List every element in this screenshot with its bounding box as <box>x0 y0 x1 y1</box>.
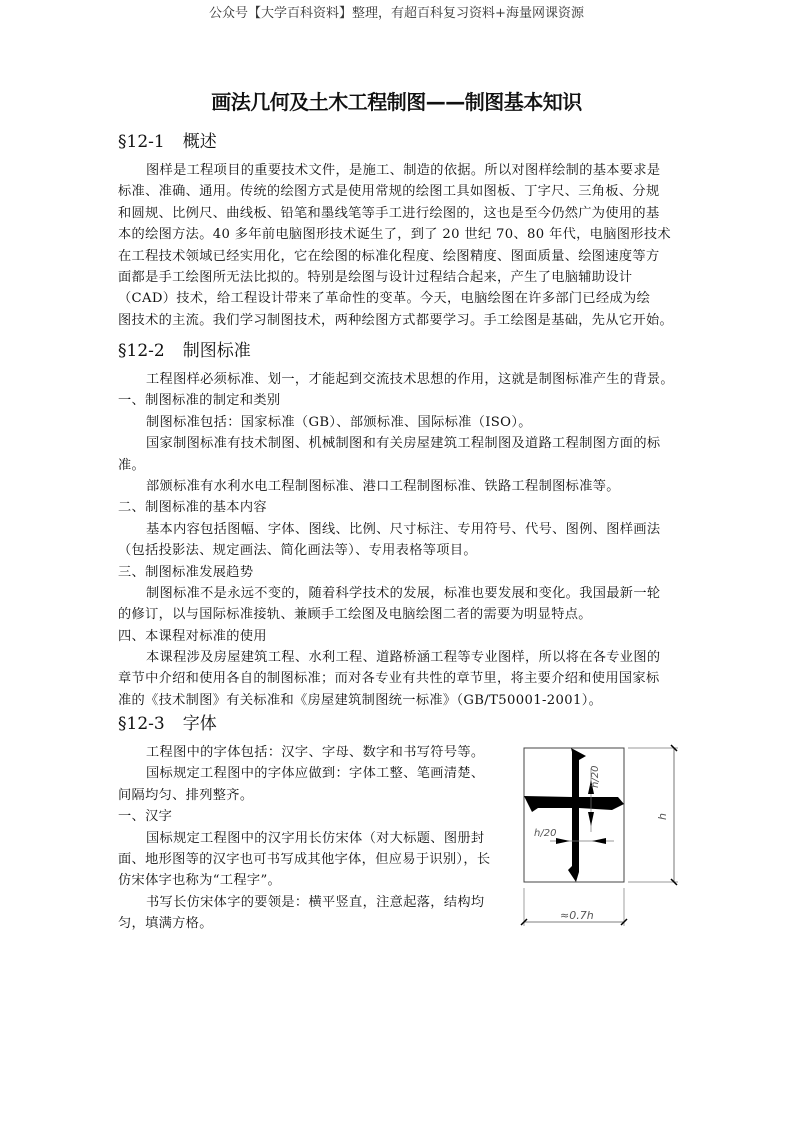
text-line: 部颁标准有水利水电工程制图标准、港口工程制图标准、铁路工程制图标准等。 <box>146 478 620 494</box>
text-line: 工程图样必须标准、划一，才能起到交流技术思想的作用，这就是制图标准产生的背景。 <box>146 372 674 387</box>
section-overview <box>118 130 680 331</box>
text-line: 国标规定工程图中的字体应做到：字体工整、笔画清楚、 <box>146 766 485 782</box>
text-line: 的修订，以与国际标准接轨、兼顾手工绘图及电脑绘图二者的需要为明显特点。 <box>118 607 592 623</box>
text-line: 一、制图标准的制定和类别 <box>118 393 281 409</box>
text-line: 和圆规、比例尺、曲线板、铅笔和墨线笔等手工进行绘图的，这也是至今仍然广为使用的基 <box>118 205 660 221</box>
width-label: ≈0.7h <box>560 909 594 922</box>
cross-character-glyph <box>524 748 624 882</box>
text-line: 图样是工程项目的重要技术文件，是施工、制造的依据。所以对图样绘制的基本要求是 <box>146 163 661 178</box>
section-title: 制图标准 <box>182 341 251 361</box>
section-title: 字体 <box>182 714 217 734</box>
text-line: 面、地形图等的汉字也可书写成其他字体，但应易于识别），长 <box>118 851 491 867</box>
height-label: h <box>656 813 669 820</box>
section-number: §12-2 <box>118 341 165 361</box>
stroke-width-label-vertical: h/20 <box>590 765 601 788</box>
text-line: 国家制图标准有技术制图、机械制图和有关房屋建筑工程制图及道路工程制图方面的标 <box>146 436 661 452</box>
text-line: 四、本课程对标准的使用 <box>118 628 267 644</box>
text-line: 书写长仿宋体字的要领是：横平竖直，注意起落，结构均 <box>146 894 485 910</box>
text-line: 二、制图标准的基本内容 <box>118 500 267 516</box>
stroke-width-label: h/20 <box>534 828 557 839</box>
text-line: 本课程涉及房屋建筑工程、水利工程、道路桥涵工程等专业图样，所以将在各专业图的 <box>146 650 661 666</box>
text-line: 基本内容包括图幅、字体、图线、比例、尺寸标注、专用符号、代号、图例、图样画法 <box>146 521 661 537</box>
text-line: （CAD）技术，给工程设计带来了革命性的变革。今天，电脑绘图在许多部门已经成为绘 <box>118 291 651 307</box>
text-line: 仿宋体字也称为“工程字”。 <box>118 873 282 889</box>
section-heading <box>118 339 680 369</box>
character-proportion-figure <box>516 742 691 932</box>
text-line: （包括投影法、规定画法、简化画法等）、专用表格等项目。 <box>118 543 477 559</box>
section-heading <box>118 130 680 160</box>
text-line: 一、汉字 <box>118 809 173 825</box>
text-line: 制图标准包括：国家标准（GB）、部颁标准、国际标准（ISO）。 <box>146 414 532 430</box>
text-line: 面都是手工绘图所无法比拟的。特别是绘图与设计过程结合起来，产生了电脑辅助设计 <box>118 269 633 285</box>
page-header-note: 公众号【大学百科资料】整理，有超百科复习资料+海量网课资源 <box>209 6 584 21</box>
text-line: 准的《技术制图》有关标准和《房屋建筑制图统一标准》（GB/T50001-2001）。 <box>118 692 603 708</box>
text-line: 工程图中的字体包括：汉字、字母、数字和书写符号等。 <box>146 745 485 760</box>
section-drawing-standards <box>118 339 680 711</box>
section-number: §12-3 <box>118 714 165 734</box>
text-line: 在工程技术领域已经实用化，它在绘图的标准化程度、绘图精度、图面质量、绘图速度等方 <box>118 248 660 264</box>
section-title: 概述 <box>182 132 217 152</box>
section-heading <box>118 712 680 742</box>
text-line: 国标规定工程图中的汉字用长仿宋体（对大标题、图册封 <box>146 830 485 846</box>
document-title: 画法几何及土木工程制图——制图基本知识 <box>211 90 582 114</box>
text-line: 图技术的主流。我们学习制图技术，两种绘图方式都要学习。手工绘图是基础，先从它开始。 <box>118 312 674 328</box>
text-line: 匀，填满方格。 <box>118 916 213 932</box>
text-line: 制图标准不是永远不变的，随着科学技术的发展，标准也要发展和变化。我国最新一轮 <box>146 585 661 601</box>
text-line: 章节中介绍和使用各自的制图标准；而对各专业有共性的章节里，将主要介绍和使用国家标 <box>118 671 660 687</box>
text-line: 标准、准确、通用。传统的绘图方式是使用常规的绘图工具如图板、丁字尺、三角板、分规 <box>118 184 660 200</box>
text-line: 准。 <box>118 457 146 473</box>
text-line: 间隔均匀、排列整齐。 <box>118 787 254 803</box>
text-line: 本的绘图方法。40 多年前电脑图形技术诞生了，到了 20 世纪 70、80 年代，电脑图形技术 <box>118 227 671 243</box>
section-number: §12-1 <box>118 132 165 152</box>
text-line: 三、制图标准发展趋势 <box>118 564 254 580</box>
